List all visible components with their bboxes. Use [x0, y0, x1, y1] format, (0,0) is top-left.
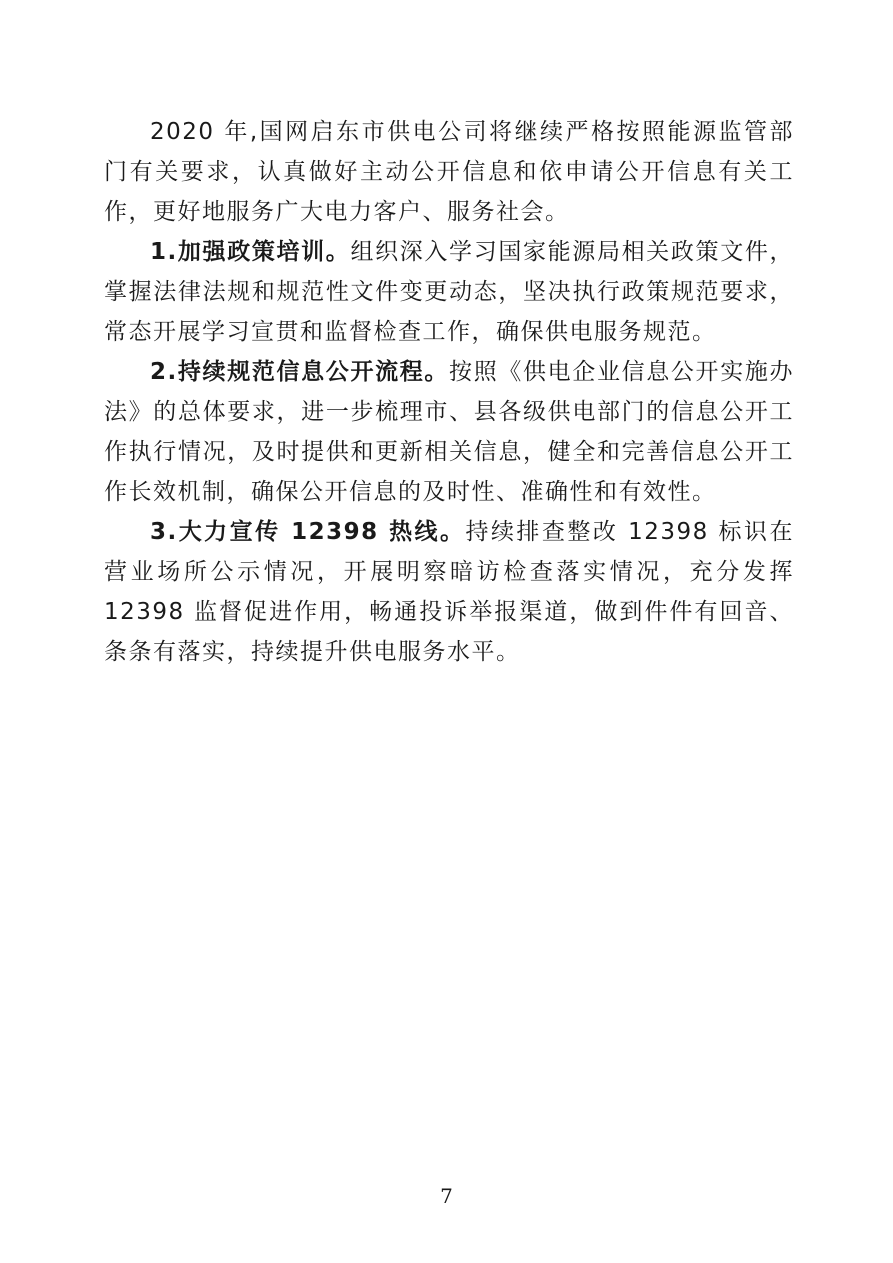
measure-3-text: 持续排查整改 12398 标识在营业场所公示情况，开展明察暗访检查落实情况，充分发挥 12398 监督促进作用，畅通投诉举报渠道，做到件件有回音、条条有落实，持续提升供电服务水平。 — [104, 519, 794, 665]
page-number: 7 — [440, 1184, 453, 1208]
measure-1-paragraph — [104, 232, 794, 352]
measure-3-heading: 3.大力宣传 12398 热线。 — [150, 519, 466, 545]
measure-2-heading: 2.持续规范信息公开流程。 — [150, 359, 450, 385]
measure-3-paragraph — [104, 512, 794, 672]
measure-2-paragraph — [104, 352, 794, 512]
intro-paragraph — [104, 112, 794, 232]
measure-1-text: 组织深入学习国家能源局相关政策文件，掌握法律法规和规范性文件变更动态，坚决执行政策规范要求，常态开展学习宣贯和监督检查工作，确保供电服务规范。 — [104, 239, 795, 345]
measure-1-heading: 1.加强政策培训。 — [150, 239, 351, 265]
document-body — [104, 112, 794, 672]
measure-2-text: 按照《供电企业信息公开实施办法》的总体要求，进一步梳理市、县各级供电部门的信息公开工作执行情况，及时提供和更新相关信息，健全和完善信息公开工作长效机制，确保公开信息的及时性、准确性和有效性。 — [104, 359, 794, 505]
intro-paragraph-text: 2020 年,国网启东市供电公司将继续严格按照能源监管部门有关要求，认真做好主动公开信息和依申请公开信息有关工作，更好地服务广大电力客户、服务社会。 — [104, 119, 794, 225]
